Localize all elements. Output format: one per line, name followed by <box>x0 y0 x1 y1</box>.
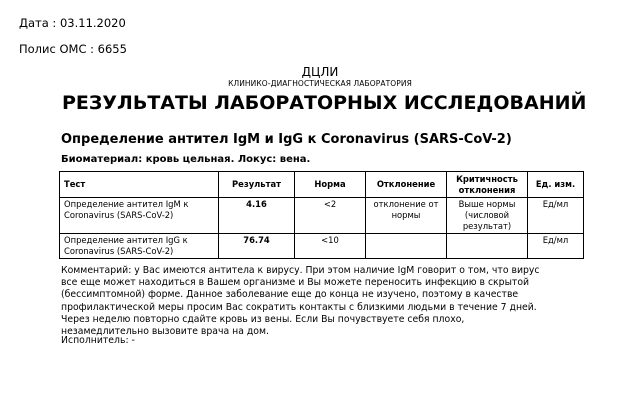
cell-test: Определение антител IgG к Coronavirus (SARS-CoV-2) <box>60 234 219 259</box>
test-title: Определение антител IgM и IgG к Coronavirus (SARS-CoV-2) <box>61 132 512 147</box>
lab-name: ДЦЛИ <box>301 65 339 79</box>
document-title: РЕЗУЛЬТАТЫ ЛАБОРАТОРНЫХ ИССЛЕДОВАНИЙ <box>62 92 587 114</box>
results-table <box>59 171 584 259</box>
cell-result: 4.16 <box>219 198 295 234</box>
header-deviation: Отклонение <box>366 172 447 198</box>
cell-norm: <2 <box>295 198 366 234</box>
table-row <box>60 198 584 234</box>
cell-criticality: Выше нормы (числовой результат) <box>447 198 528 234</box>
cell-result: 76.74 <box>219 234 295 259</box>
cell-deviation: отклонение от нормы <box>366 198 447 234</box>
header-norm: Норма <box>295 172 366 198</box>
biomaterial-line: Биоматериал: кровь цельная. Локус: вена. <box>61 154 311 165</box>
comment-text <box>61 265 541 338</box>
cell-norm: <10 <box>295 234 366 259</box>
policy-number: Полис ОМС : 6655 <box>19 42 127 56</box>
cell-deviation <box>366 234 447 259</box>
header-result: Результат <box>219 172 295 198</box>
lab-subtitle: КЛИНИКО-ДИАГНОСТИЧЕСКАЯ ЛАБОРАТОРИЯ <box>228 79 412 88</box>
table-row <box>60 234 584 259</box>
cell-unit: Ед/мл <box>528 234 584 259</box>
header-unit: Ед. изм. <box>528 172 584 198</box>
header-criticality: Критичность отклонения <box>447 172 528 198</box>
cell-criticality <box>447 234 528 259</box>
date-line: Дата : 03.11.2020 <box>19 16 126 30</box>
table-header-row <box>60 172 584 198</box>
cell-unit: Ед/мл <box>528 198 584 234</box>
header-test: Тест <box>60 172 219 198</box>
executor-line: Исполнитель: - <box>61 335 135 346</box>
comment-paragraph: Комментарий: у Вас имеются антитела к вирусу. При этом наличие IgM говорит о том, что вирус все еще может находиться в Вашем организме и Вы можете переносить инфекцию в скрытой (бессимптомной) форме. Данное заболевание еще до конца не изучено, поэтому в качестве профилактической меры просим Вас сократить контакты с близкими людьми в течение 7 дней. Через неделю повторно сдайте кровь из вены. Если Вы почувствуете себя плохо, незамедлительно вызовите врача на дом. <box>61 265 540 338</box>
cell-test: Определение антител IgM к Coronavirus (SARS-CoV-2) <box>60 198 219 234</box>
